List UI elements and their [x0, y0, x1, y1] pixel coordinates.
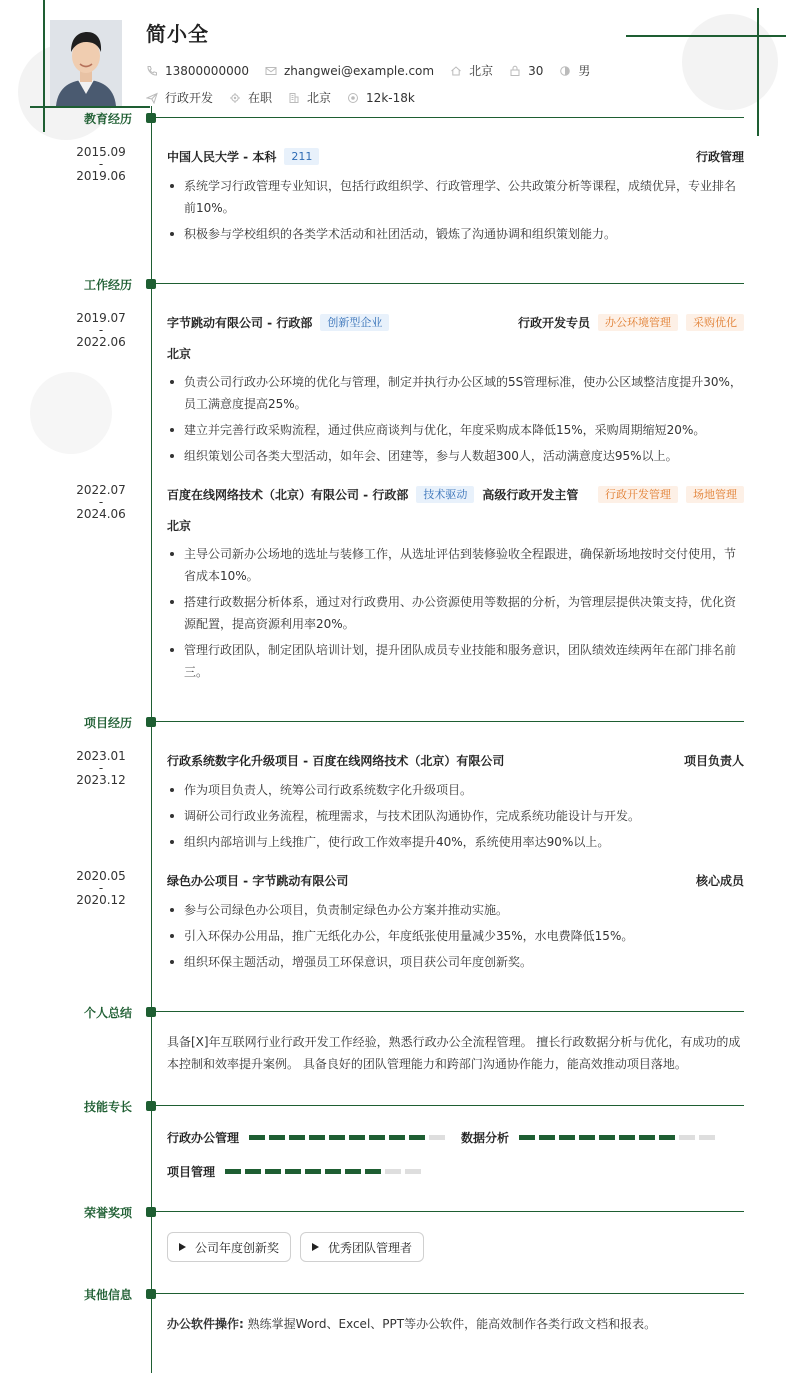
email-text: zhangwei@example.com: [283, 63, 435, 78]
decor-circle-mid-left: [30, 372, 112, 454]
section-title-other: 其他信息: [83, 1288, 132, 1302]
project-entry-header: [167, 752, 744, 769]
building-icon: [288, 92, 300, 104]
skill-segment-filled: [559, 1135, 575, 1140]
section-dot: [146, 113, 156, 123]
work-location: 北京: [167, 519, 192, 533]
work-bullets: [167, 371, 744, 471]
section-title-skills: 技能专长: [83, 1100, 132, 1114]
play-icon: [312, 1243, 319, 1251]
section-divider: [156, 1105, 744, 1106]
phone-text: 13800000000: [165, 63, 249, 78]
skill-segment-filled: [249, 1135, 265, 1140]
section-divider: [156, 1293, 744, 1294]
skill-segment-filled: [389, 1135, 405, 1140]
position: 高级行政开发主管: [482, 488, 579, 502]
skill-segment-filled: [269, 1135, 285, 1140]
award-label: 优秀团队管理者: [328, 1240, 413, 1255]
list-item: 负责公司行政办公环境的优化与管理，制定并执行办公区域的5S管理标准，使办公区域整洁度提升30%，员工满意度提高25%。: [167, 371, 744, 415]
city-info: [450, 62, 493, 79]
section-title-education: 教育经历: [83, 112, 132, 126]
candidate-name: 简小全: [146, 22, 209, 46]
phone-info: [146, 64, 249, 78]
list-item: 积极参与学校组织的各类学术活动和社团活动，锻炼了沟通协调和组织策划能力。: [167, 223, 744, 245]
skill-tag: 采购优化: [686, 314, 744, 331]
list-item: 调研公司行政业务流程，梳理需求，与技术团队沟通协作，完成系统功能设计与开发。: [167, 805, 744, 827]
section-dot: [146, 1289, 156, 1299]
school-tag: 211: [284, 148, 319, 165]
skill-segment-filled: [409, 1135, 425, 1140]
date-range: 2019.07 - 2022.06: [76, 311, 126, 349]
skill-segment-filled: [349, 1135, 365, 1140]
skill-segment-empty: [385, 1169, 401, 1174]
section-divider: [156, 117, 744, 118]
award-item: [167, 1232, 291, 1262]
award-label: 公司年度创新奖: [195, 1240, 280, 1255]
project-title: 行政系统数字化升级项目 - 百度在线网络技术（北京）有限公司: [167, 754, 505, 768]
skill-segment-empty: [699, 1135, 715, 1140]
decor-circle-top-right: [682, 14, 778, 110]
list-item: 组织策划公司各类大型活动，如年会、团建等，参与人数超300人，活动满意度达95%以上。: [167, 445, 744, 467]
list-item: 引入环保办公用品，推广无纸化办公，年度纸张使用量减少35%，水电费降低15%。: [167, 925, 744, 947]
list-item: 主导公司新办公场地的选址与装修工作，从选址评估到装修验收全程跟进，确保新场地按时交付使用，节省成本10%。: [167, 543, 744, 587]
section-divider: [156, 721, 744, 722]
skill-segment-filled: [365, 1169, 381, 1174]
skill-segment-filled: [539, 1135, 555, 1140]
skill-segment-filled: [305, 1169, 321, 1174]
skill-level-bar: [249, 1135, 449, 1140]
list-item: 建立并完善行政采购流程，通过供应商谈判与优化，年度采购成本降低15%，采购周期缩短20%。: [167, 419, 744, 441]
skill-segment-empty: [679, 1135, 695, 1140]
project-role: 核心成员: [695, 874, 744, 888]
section-divider: [156, 1011, 744, 1012]
status-info: [229, 89, 272, 106]
work-bullets: [167, 543, 744, 687]
date-range: 2020.05 - 2020.12: [76, 869, 126, 907]
target-city-info: [288, 89, 331, 106]
list-item: 系统学习行政管理专业知识，包括行政组织学、行政管理学、公共政策分析等课程，成绩优异，专业排名前10%。: [167, 175, 744, 219]
money-icon: [347, 92, 359, 104]
section-dot: [146, 1007, 156, 1017]
skill-tag: 场地管理: [686, 486, 744, 503]
decor-line-h-left: [30, 106, 150, 108]
work-entry-header: [167, 486, 744, 503]
list-item: 组织环保主题活动，增强员工环保意识，项目获公司年度创新奖。: [167, 951, 744, 973]
intention-row: [146, 89, 431, 106]
skill-segment-filled: [289, 1135, 305, 1140]
date-range: 2022.07 - 2024.06: [76, 483, 126, 521]
skill-segment-filled: [659, 1135, 675, 1140]
skill-segment-empty: [429, 1135, 445, 1140]
major: 行政管理: [695, 150, 744, 164]
section-title-work: 工作经历: [83, 278, 132, 292]
section-dot: [146, 1101, 156, 1111]
send-icon: [146, 92, 158, 104]
skill-segment-filled: [369, 1135, 385, 1140]
skill-tag: 办公环境管理: [598, 314, 678, 331]
skill-name: 项目管理: [167, 1165, 216, 1179]
skill-segment-filled: [245, 1169, 261, 1174]
avatar: [50, 20, 122, 106]
section-title-summary: 个人总结: [83, 1006, 132, 1020]
age-icon: [509, 65, 521, 77]
position: 行政开发专员: [517, 316, 590, 330]
skill-segment-filled: [579, 1135, 595, 1140]
decor-line-v-left: [43, 0, 45, 132]
other-info-text: 熟练掌握Word、Excel、PPT等办公软件，能高效制作各类行政文档和报表。: [247, 1317, 657, 1331]
skill-segment-filled: [225, 1169, 241, 1174]
skill-segment-filled: [309, 1135, 325, 1140]
skill-segment-filled: [265, 1169, 281, 1174]
salary-text: 12k-18k: [366, 90, 415, 105]
mail-icon: [265, 65, 277, 77]
status-text: 在职: [248, 91, 273, 105]
target-job-text: 行政开发: [165, 91, 214, 105]
company-tag: 创新型企业: [320, 314, 389, 331]
section-divider: [156, 1211, 744, 1212]
gear-icon: [229, 92, 241, 104]
project-bullets: [167, 899, 744, 977]
list-item: 管理行政团队，制定团队培训计划，提升团队成员专业技能和服务意识，团队绩效连续两年在部门排名前三。: [167, 639, 744, 683]
skill-segment-filled: [329, 1135, 345, 1140]
skill-level-bar: [225, 1169, 425, 1174]
skill-level-bar: [519, 1135, 719, 1140]
timeline-line: [151, 106, 152, 1373]
decor-line-h-right: [626, 35, 786, 37]
skill-segment-empty: [405, 1169, 421, 1174]
skill-item: [167, 1163, 425, 1180]
skill-tag: 行政开发管理: [598, 486, 678, 503]
gender-text: 男: [578, 64, 591, 78]
other-info: [167, 1313, 744, 1335]
play-icon: [179, 1243, 186, 1251]
school-name: 中国人民大学 - 本科: [167, 150, 277, 164]
other-info-label: 办公软件操作:: [167, 1317, 244, 1331]
work-entry-header: [167, 314, 744, 331]
skill-segment-filled: [639, 1135, 655, 1140]
summary-text: 具备[X]年互联网行业行政开发工作经验，熟悉行政办公全流程管理。 擅长行政数据分析与优化，有成功的成本控制和效率提升案例。 具备良好的团队管理能力和跨部门沟通协作能力，能高效推动项目落地。: [167, 1035, 741, 1071]
skill-name: 数据分析: [461, 1131, 510, 1145]
contact-row: [146, 62, 606, 79]
target-city-text: 北京: [307, 91, 332, 105]
list-item: 组织内部培训与上线推广，使行政工作效率提升40%，系统使用率达90%以上。: [167, 831, 744, 853]
section-dot: [146, 1207, 156, 1217]
skill-segment-filled: [345, 1169, 361, 1174]
decor-line-v-right: [757, 8, 759, 136]
project-role: 项目负责人: [683, 754, 744, 768]
skill-segment-filled: [285, 1169, 301, 1174]
salary-info: [347, 91, 415, 105]
project-entry-header: [167, 872, 744, 889]
skill-item: [167, 1129, 449, 1146]
date-range: 2023.01 - 2023.12: [76, 749, 126, 787]
list-item: 搭建行政数据分析体系，通过对行政费用、办公资源使用等数据的分析，为管理层提供决策支持，优化资源配置，提高资源利用率20%。: [167, 591, 744, 635]
skill-segment-filled: [619, 1135, 635, 1140]
target-job-info: [146, 89, 213, 106]
skill-item: [461, 1129, 719, 1146]
company-name: 字节跳动有限公司 - 行政部: [167, 316, 313, 330]
date-range: 2015.09 - 2019.06: [76, 145, 126, 183]
list-item: 作为项目负责人，统筹公司行政系统数字化升级项目。: [167, 779, 744, 801]
email-info: [265, 64, 434, 78]
skill-segment-filled: [599, 1135, 615, 1140]
gender-info: [559, 62, 590, 79]
education-bullets: [167, 175, 744, 249]
project-bullets: [167, 779, 744, 857]
section-title-awards: 荣誉奖项: [83, 1206, 132, 1220]
award-item: [300, 1232, 424, 1262]
education-entry-header: [167, 148, 744, 165]
work-location: 北京: [167, 347, 192, 361]
skill-segment-filled: [519, 1135, 535, 1140]
skill-segment-filled: [325, 1169, 341, 1174]
home-icon: [450, 65, 462, 77]
age-info: [509, 64, 543, 78]
gender-icon: [559, 65, 571, 77]
section-dot: [146, 279, 156, 289]
section-title-projects: 项目经历: [83, 716, 132, 730]
phone-icon: [146, 65, 158, 77]
list-item: 参与公司绿色办公项目，负责制定绿色办公方案并推动实施。: [167, 899, 744, 921]
age-text: 30: [528, 63, 544, 78]
skill-name: 行政办公管理: [167, 1131, 240, 1145]
city-text: 北京: [469, 64, 494, 78]
company-name: 百度在线网络技术（北京）有限公司 - 行政部: [167, 488, 409, 502]
project-title: 绿色办公项目 - 字节跳动有限公司: [167, 874, 349, 888]
section-divider: [156, 283, 744, 284]
company-tag: 技术驱动: [416, 486, 474, 503]
section-dot: [146, 717, 156, 727]
